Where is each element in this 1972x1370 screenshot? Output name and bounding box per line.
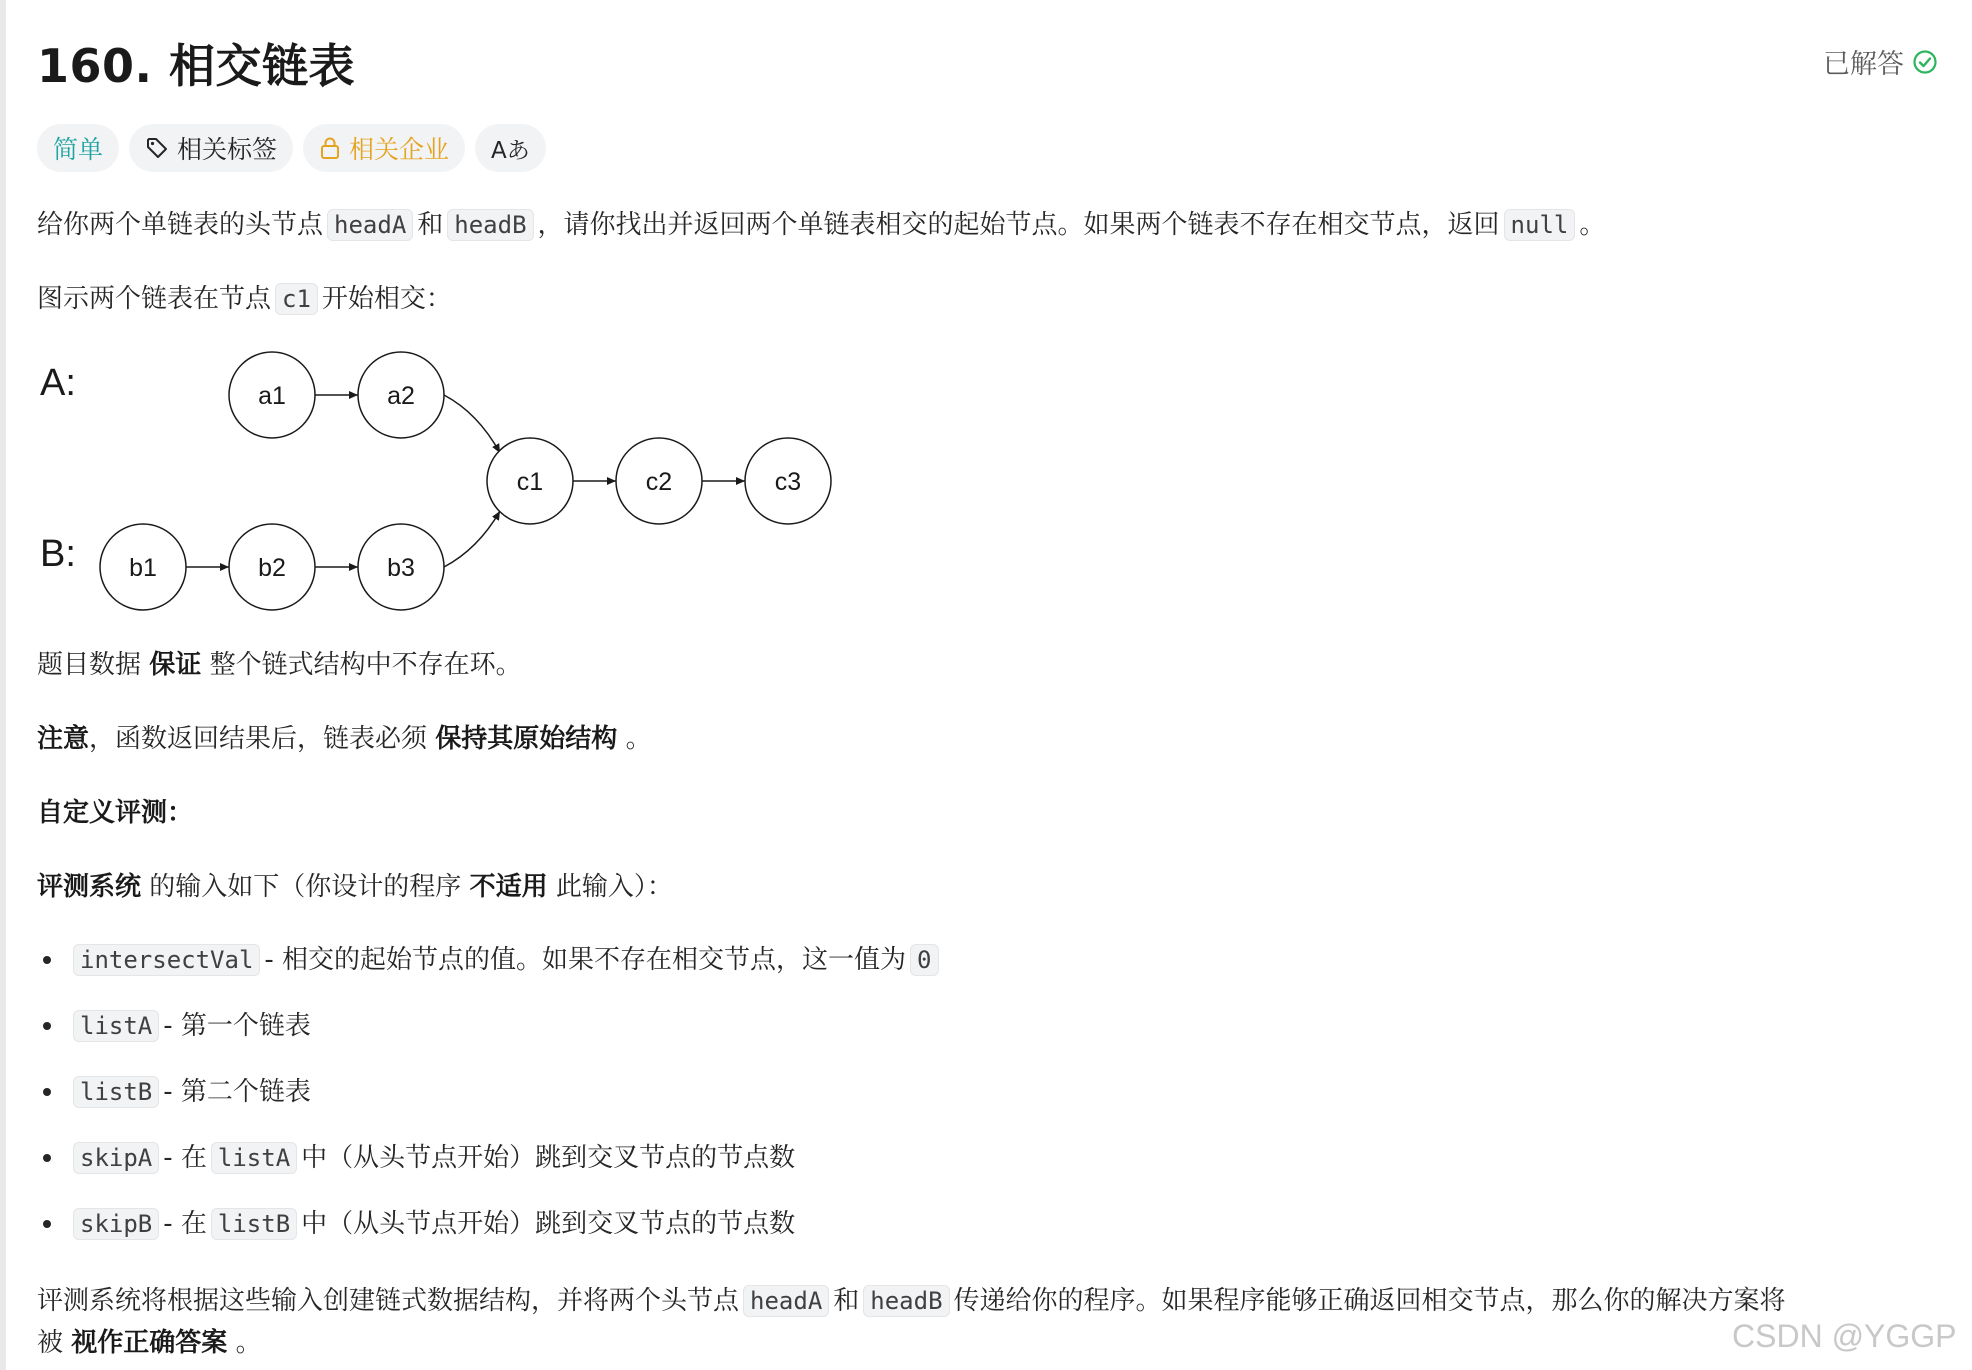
related-companies-label: 相关企业 [349,135,450,164]
list-item: listB - 第二个链表 [37,1072,943,1138]
description-paragraph-7-continued: 被 视作正确答案 。 [37,1328,262,1358]
input-parameter-list [37,940,943,1270]
tag-bar [37,124,546,172]
inline-code: headB [447,209,533,241]
related-tags-button[interactable] [129,124,293,172]
inline-code: null [1504,209,1576,241]
inline-code: 0 [910,944,938,976]
list-item: listA - 第一个链表 [37,1006,943,1072]
inline-code: headA [327,209,413,241]
svg-text:c3: c3 [774,468,802,496]
left-border [0,0,6,1370]
custom-judge-heading: 自定义评测： [37,798,194,828]
inline-code: c1 [275,283,318,315]
related-tags-label: 相关标签 [177,135,278,164]
inline-code: listB [73,1076,159,1108]
description-paragraph-6: 评测系统 的输入如下（你设计的程序 不适用 此输入）： [37,872,673,902]
node-c1 [487,438,573,524]
svg-text:b1: b1 [129,554,157,582]
inline-code: listA [73,1010,159,1042]
inline-code: headB [863,1285,949,1317]
translate-icon: Aあ [491,137,530,164]
list-a-label: A: [40,362,76,404]
node-c3 [745,438,831,524]
description-paragraph-1: 给你两个单链表的头节点 headA 和 headB ，请你找出并返回两个单链表相交的起始节点。如果两个链表不存在相交节点，返回 null 。 [37,210,1606,240]
translate-button[interactable] [475,124,546,172]
description-paragraph-4: 注意，函数返回结果后，链表必须 保持其原始结构 。 [37,724,652,754]
inline-code: listB [211,1208,297,1240]
svg-text:c2: c2 [645,468,673,496]
tag-icon [145,136,169,160]
check-circle-icon [1912,49,1938,75]
list-item: skipB - 在 listB 中（从头节点开始）跳到交叉节点的节点数 [37,1204,943,1270]
list-b-label: B: [40,533,76,575]
related-companies-button[interactable] [303,124,465,172]
node-a2 [358,352,444,438]
svg-text:c1: c1 [516,468,544,496]
solved-status-label: 已解答 [1823,49,1904,80]
list-item: intersectVal - 相交的起始节点的值。如果不存在相交节点，这一值为 0 [37,940,943,1006]
inline-code: listA [211,1142,297,1174]
inline-code: skipA [73,1142,159,1174]
svg-text:a1: a1 [258,382,286,410]
solved-status [1823,42,1938,81]
watermark: CSDN @YGGP [1732,1318,1957,1354]
svg-text:b2: b2 [258,554,286,582]
node-b3 [358,524,444,610]
description-paragraph-2: 图示两个链表在节点 c1 开始相交： [37,284,452,314]
lock-icon [319,136,341,160]
arrow-b3-c1 [444,511,500,567]
node-c2 [616,438,702,524]
arrow-a2-c1 [444,395,500,453]
inline-code: intersectVal [73,944,260,976]
difficulty-label: 简单 [53,135,104,164]
linked-list-diagram [37,344,877,624]
description-paragraph-7: 评测系统将根据这些输入创建链式数据结构，并将两个头节点 headA 和 headB 传递给你的程序。如果程序能够正确返回相交节点，那么你的解决方案将 [37,1286,1786,1316]
description-paragraph-3: 题目数据 保证 整个链式结构中不存在环。 [37,650,522,680]
problem-title: 160. 相交链表 [37,39,356,93]
inline-code: headA [743,1285,829,1317]
node-b2 [229,524,315,610]
difficulty-tag[interactable] [37,124,119,172]
node-b1 [100,524,186,610]
svg-text:a2: a2 [387,382,415,410]
svg-text:b3: b3 [387,554,415,582]
list-item: skipA - 在 listA 中（从头节点开始）跳到交叉节点的节点数 [37,1138,943,1204]
node-a1 [229,352,315,438]
inline-code: skipB [73,1208,159,1240]
